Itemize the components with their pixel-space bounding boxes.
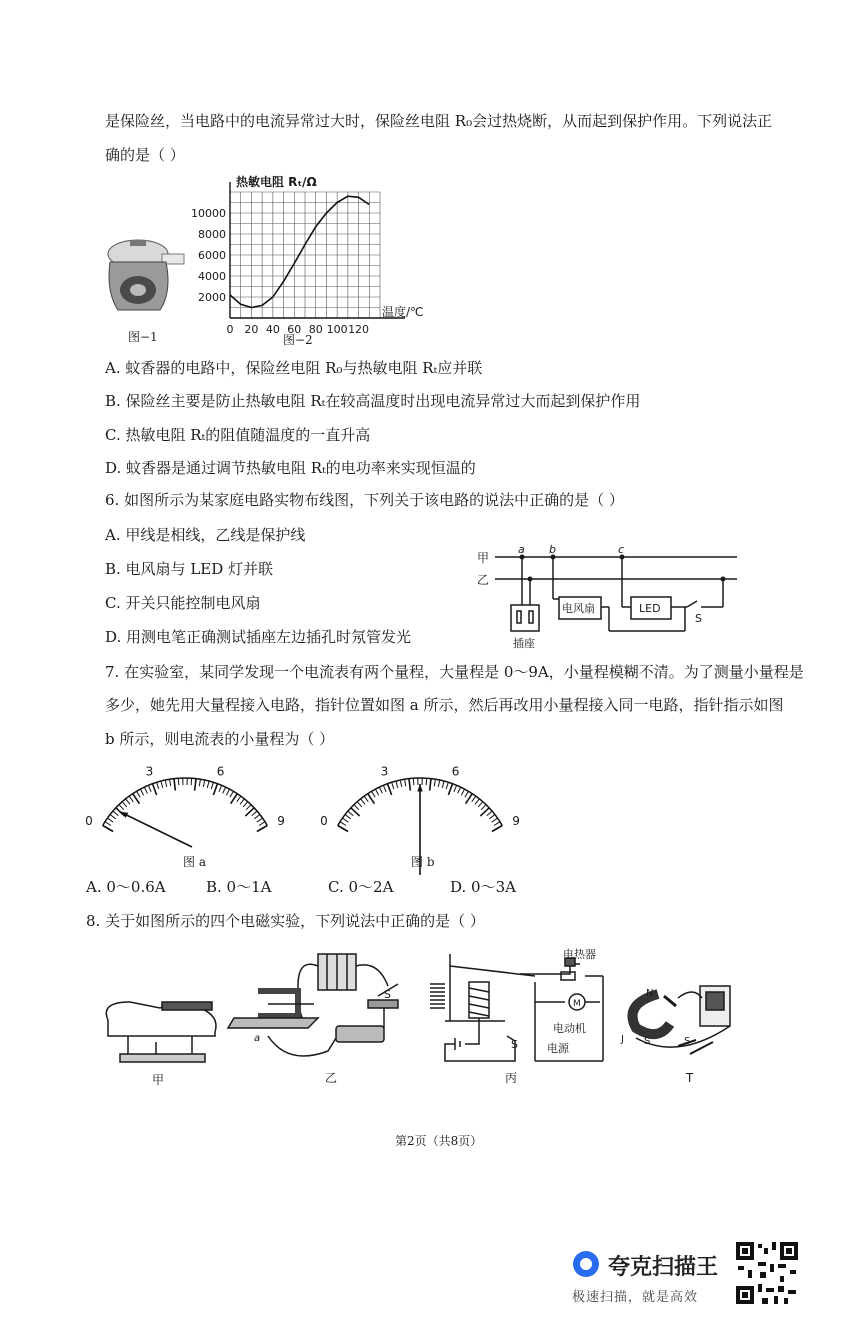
dial-tick xyxy=(257,818,263,822)
dial-tick xyxy=(492,826,502,832)
dial-tick xyxy=(487,811,492,816)
dial-tick xyxy=(129,796,133,802)
dial-tick xyxy=(434,779,435,786)
dial-tick xyxy=(174,779,175,791)
line-jia-label: 甲 xyxy=(477,551,490,565)
dial-tick xyxy=(388,784,392,795)
dial-tick xyxy=(438,780,439,787)
y-tick-label: 6000 xyxy=(198,249,226,262)
dial-tick xyxy=(246,805,251,810)
dial-label-0: 0 xyxy=(85,814,93,828)
ding-j-label: J xyxy=(621,1034,624,1045)
dial-tick xyxy=(165,780,166,787)
ding-s1-label: S xyxy=(644,1036,651,1047)
q6-stem: 6. 如图所示为某家庭电路实物布线图，下列关于该电路的说法中正确的是（ ） xyxy=(105,491,624,509)
dial-tick xyxy=(110,815,116,819)
q7-option-c: C. 0～2A xyxy=(328,878,394,896)
x-tick-label: 40 xyxy=(265,323,280,336)
dial-tick xyxy=(383,785,386,791)
dial-tick xyxy=(107,818,113,822)
q6-option-c: C. 开关只能控制电风扇 xyxy=(105,594,261,612)
dial-label-6: 6 xyxy=(216,764,225,779)
y-tick-label: 10000 xyxy=(191,207,226,220)
dial-tick xyxy=(392,782,394,789)
dial-tick xyxy=(170,779,171,786)
experiment-jia-caption: 甲 xyxy=(152,1073,165,1087)
q5-option-d: D. 蚊香器是通过调节热敏电阻 Rₜ的电功率来实现恒温的 xyxy=(105,459,476,477)
dial-tick xyxy=(361,799,365,804)
point-a-label: a xyxy=(518,543,525,556)
dial-tick xyxy=(357,802,362,807)
dial-tick xyxy=(259,822,265,826)
bing-motor-label: 电动机 xyxy=(553,1022,586,1035)
dial-tick xyxy=(446,782,448,789)
dial-label-3: 3 xyxy=(145,764,154,779)
dial-tick xyxy=(157,782,159,789)
dial-tick xyxy=(153,784,157,795)
dial-tick xyxy=(472,796,476,802)
dial-label-9: 9 xyxy=(277,814,285,828)
q7-stem-line1: 7. 在实验室，某同学发现一个电流表有两个量程，大量程是 0～9A，小量程模糊不清。为了测量小量程是 xyxy=(105,663,804,681)
dial-tick xyxy=(126,799,130,804)
experiment-bing xyxy=(425,946,610,1085)
x-tick-label: 60 xyxy=(287,323,302,336)
dial-tick xyxy=(199,779,200,786)
brand-logo-icon xyxy=(572,1250,600,1278)
y-axis-label: 热敏电阻 Rₜ/Ω xyxy=(236,175,317,189)
dial-tick xyxy=(254,815,260,819)
experiment-ding-caption: T xyxy=(686,1071,694,1085)
dial-tick xyxy=(140,789,143,795)
x-tick-label: 100 xyxy=(326,323,348,336)
dial-tick xyxy=(195,779,196,791)
point-b-label: b xyxy=(549,543,556,556)
dial-tick xyxy=(494,822,500,826)
bing-power-label: 电源 xyxy=(547,1042,569,1055)
x-axis-label: 温度/℃ xyxy=(382,305,424,319)
dial-tick xyxy=(489,815,495,819)
bing-switch-label: S xyxy=(511,1038,518,1051)
dial-tick xyxy=(203,780,204,787)
dial-tick xyxy=(448,784,452,795)
ding-s2-label: S xyxy=(684,1036,691,1047)
ammeter-figure-b xyxy=(315,755,545,860)
point-c-label: c xyxy=(618,543,625,556)
experiment-yi xyxy=(228,946,408,1085)
ding-n-label: N xyxy=(646,988,654,999)
experiment-yi-caption: 乙 xyxy=(325,1071,338,1085)
dial-tick xyxy=(144,787,147,793)
dial-tick xyxy=(481,805,486,810)
dial-tick xyxy=(230,791,234,797)
dial-tick xyxy=(409,779,410,791)
dial-tick xyxy=(379,787,382,793)
experiment-jia xyxy=(100,992,225,1087)
thermistor-chart xyxy=(191,172,425,342)
q6-option-d: D. 用测电笔正确测试插座左边插孔时氖管发光 xyxy=(105,628,412,646)
dial-tick xyxy=(161,781,163,788)
needle-tip xyxy=(417,784,422,792)
y-tick-label: 4000 xyxy=(198,270,226,283)
figure-1-device xyxy=(100,232,190,332)
dial-tick xyxy=(478,802,483,807)
needle xyxy=(120,812,192,847)
q8-stem: 8. 关于如图所示的四个电磁实验，下列说法中正确的是（ ） xyxy=(86,912,485,930)
dial-tick xyxy=(345,815,351,819)
dial-tick xyxy=(148,785,151,791)
dial-tick xyxy=(338,826,348,832)
fan-label: 电风扇 xyxy=(562,602,595,615)
switch-label: S xyxy=(695,612,702,625)
x-tick-label: 80 xyxy=(308,323,323,336)
dial-tick xyxy=(348,811,353,816)
dial-tick xyxy=(219,785,222,791)
dial-tick xyxy=(105,822,111,826)
q7-stem-line3: b 所示，则电流表的小量程为（ ） xyxy=(105,730,335,748)
ammeter-figure-a xyxy=(80,755,310,860)
needle-tip xyxy=(120,812,128,818)
q7-stem-line2: 多少，她先用大量程接入电路，指针位置如图 a 所示，然后再改用小量程接入同一电路，指针指示如图 xyxy=(105,696,784,714)
q5-option-a: A. 蚊香器的电路中，保险丝电阻 R₀与热敏电阻 Rₜ应并联 xyxy=(105,359,483,377)
bing-motor-symbol: M xyxy=(573,999,581,1009)
dial-label-3: 3 xyxy=(380,764,389,779)
x-tick-label: 120 xyxy=(348,323,370,336)
experiment-yi-label-a: a xyxy=(254,1033,261,1044)
dial-tick xyxy=(465,791,469,797)
q7-option-d: D. 0～3A xyxy=(450,878,516,896)
dial-tick xyxy=(354,805,359,810)
dial-tick xyxy=(252,811,257,816)
led-label: LED xyxy=(639,602,661,615)
dial-tick xyxy=(492,818,498,822)
dial-tick xyxy=(375,789,378,795)
y-tick-label: 8000 xyxy=(198,228,226,241)
figure-2-caption: 图−2 xyxy=(283,333,313,347)
dial-tick xyxy=(442,781,444,788)
brand-name: 夸克扫描王 xyxy=(608,1255,719,1280)
line-yi-label: 乙 xyxy=(477,573,490,587)
dial-tick xyxy=(223,787,226,793)
dial-tick xyxy=(137,791,141,797)
dial-label-0: 0 xyxy=(320,814,328,828)
meter-a-caption: 图 a xyxy=(183,855,206,869)
dial-tick xyxy=(207,781,209,788)
q6-option-b: B. 电风扇与 LED 灯并联 xyxy=(105,560,274,578)
y-tick-label: 2000 xyxy=(198,291,226,304)
dial-tick xyxy=(213,784,217,795)
x-tick-label: 0 xyxy=(226,323,234,336)
dial-tick xyxy=(458,787,461,793)
dial-label-6: 6 xyxy=(451,764,460,779)
meter-b-caption: 图 b xyxy=(411,855,435,869)
q5-option-b: B. 保险丝主要是防止热敏电阻 Rₜ在较高温度时出现电流异常过大而起到保护作用 xyxy=(105,392,641,410)
dial-tick xyxy=(430,779,431,791)
x-tick-label: 20 xyxy=(244,323,259,336)
dial-tick xyxy=(257,826,267,832)
dial-tick xyxy=(119,805,124,810)
dial-tick xyxy=(454,785,457,791)
dial-tick xyxy=(237,796,241,802)
q5-option-c: C. 热敏电阻 Rₜ的阻值随温度的一直升高 xyxy=(105,426,371,444)
q5-stem-line1: 是保险丝，当电路中的电流异常过大时，保险丝电阻 R₀会过热烧断，从而起到保护作用。下列说法正 xyxy=(105,112,773,130)
dial-tick xyxy=(461,789,464,795)
dial-tick xyxy=(396,781,398,788)
experiment-ding xyxy=(618,946,758,1085)
dial-tick xyxy=(405,779,406,786)
q7-option-b: B. 0～1A xyxy=(206,878,272,896)
q5-stem-line2: 确的是（ ） xyxy=(105,146,185,164)
dial-tick xyxy=(364,796,368,802)
dial-tick xyxy=(400,780,401,787)
dial-tick xyxy=(475,799,479,804)
dial-tick xyxy=(103,826,113,832)
dial-tick xyxy=(240,799,244,804)
page-number: 第2页（共8页） xyxy=(395,1134,483,1148)
dial-tick xyxy=(122,802,127,807)
experiment-yi-label-s: S xyxy=(384,988,391,1001)
dial-label-9: 9 xyxy=(512,814,520,828)
qr-code-icon xyxy=(734,1240,800,1306)
brand-slogan: 极速扫描，就是高效 xyxy=(572,1290,699,1305)
dial-tick xyxy=(340,822,346,826)
household-circuit-diagram xyxy=(475,545,745,655)
dial-tick xyxy=(372,791,376,797)
bing-heater-label: 电热器 xyxy=(563,948,596,961)
q6-option-a: A. 甲线是相线，乙线是保护线 xyxy=(105,526,306,544)
q7-option-a: A. 0～0.6A xyxy=(86,878,166,896)
experiment-bing-caption: 丙 xyxy=(505,1071,518,1085)
socket-label: 插座 xyxy=(513,637,535,650)
dial-tick xyxy=(243,802,248,807)
dial-tick xyxy=(226,789,229,795)
dial-tick xyxy=(211,782,213,789)
figure-1-caption: 图−1 xyxy=(128,330,158,344)
dial-tick xyxy=(342,818,348,822)
dial-tick xyxy=(113,811,118,816)
